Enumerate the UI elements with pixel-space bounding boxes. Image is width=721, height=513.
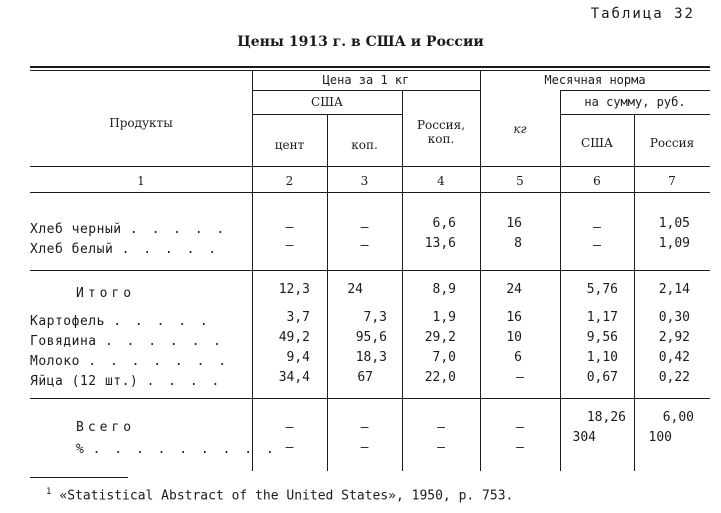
cell: —	[516, 440, 524, 455]
cell: 18,26	[586, 410, 626, 425]
table-title: Цены 1913 г. в США и России	[237, 34, 484, 50]
column-number-4: 4	[437, 174, 445, 188]
table-number-label: Таблица 32	[590, 6, 695, 22]
footnote-divider	[30, 477, 128, 478]
header-monthly-norm: Месячная норма	[544, 73, 646, 87]
row-label-subtotal: Итого	[76, 286, 136, 301]
cell: 29,2	[424, 330, 456, 345]
row-label-potatoes: Картофель . . . . .	[30, 314, 211, 329]
cell: 304	[572, 430, 596, 445]
price-table	[30, 66, 710, 471]
header-russia-kop: Россия, коп.	[416, 118, 466, 146]
cell: 5,76	[586, 282, 618, 297]
cell: —	[360, 220, 369, 235]
header-kop: коп.	[351, 138, 378, 152]
header-cent: цент	[274, 138, 305, 152]
cell: 100	[648, 430, 672, 445]
cell: 24	[506, 282, 522, 297]
cell: 1,9	[432, 310, 456, 325]
cell: —	[285, 440, 294, 455]
header-kg: кг	[513, 122, 527, 136]
cell: 1,10	[586, 350, 618, 365]
header-sum-rub: на сумму, руб.	[584, 95, 686, 109]
cell: 24	[347, 282, 363, 297]
cell: 6,6	[432, 216, 456, 231]
column-number-5: 5	[516, 174, 524, 188]
cell: 7,3	[363, 310, 387, 325]
cell: —	[285, 420, 294, 435]
cell: —	[360, 420, 369, 435]
column-number-6: 6	[593, 174, 601, 188]
cell: 6,00	[662, 410, 694, 425]
row-label-total: Всего	[76, 420, 136, 435]
cell: —	[437, 440, 445, 455]
row-label-eggs: Яйца (12 шт.) . . . .	[30, 374, 223, 389]
cell: —	[285, 238, 294, 253]
cell: —	[437, 420, 445, 435]
cell: 18,3	[355, 350, 387, 365]
cell: —	[516, 420, 524, 435]
cell: 9,56	[586, 330, 618, 345]
cell: 3,7	[286, 310, 310, 325]
cell: 22,0	[424, 370, 456, 385]
cell: —	[285, 220, 294, 235]
cell: 7,0	[432, 350, 456, 365]
row-label-beef: Говядина . . . . . .	[30, 334, 225, 349]
row-label-white-bread: Хлеб белый . . . . .	[30, 242, 220, 257]
cell: 0,22	[658, 370, 690, 385]
cell: 49,2	[278, 330, 310, 345]
cell: 1,05	[658, 216, 690, 231]
cell: 2,14	[658, 282, 690, 297]
cell: 6	[514, 350, 522, 365]
cell: 16	[506, 216, 522, 231]
footnote: $^1$ «Statistical Abstract of the United States», 1950, p. 753.	[46, 487, 514, 504]
cell: 10	[506, 330, 522, 345]
column-number-3: 3	[360, 174, 369, 188]
cell: 1,17	[586, 310, 618, 325]
column-number-2: 2	[285, 174, 294, 188]
cell: 8	[514, 236, 522, 251]
column-number-1: 1	[137, 174, 145, 188]
cell: —	[516, 370, 524, 385]
cell: 34,4	[278, 370, 310, 385]
cell: —	[360, 440, 369, 455]
cell: 13,6	[424, 236, 456, 251]
cell: —	[360, 238, 369, 253]
row-label-milk: Молоко . . . . . . .	[30, 354, 230, 369]
header-price-per-kg: Цена за 1 кг	[322, 73, 410, 87]
cell: 12,3	[278, 282, 310, 297]
header-usa: США	[311, 95, 343, 109]
cell: 0,67	[586, 370, 618, 385]
cell: —	[593, 220, 601, 235]
cell: 67	[357, 370, 373, 385]
row-label-percent: % . . . . . . . . .	[76, 442, 277, 457]
cell: 9,4	[286, 350, 310, 365]
header-russia-col: Россия	[649, 136, 695, 150]
column-number-7: 7	[668, 174, 676, 188]
cell: —	[593, 238, 601, 253]
row-label-black-bread: Хлеб черный . . . . .	[30, 222, 228, 237]
cell: 95,6	[355, 330, 387, 345]
cell: 16	[506, 310, 522, 325]
cell: 1,09	[658, 236, 690, 251]
header-usa-col: США	[581, 136, 613, 150]
cell: 2,92	[658, 330, 690, 345]
header-products: Продукты	[109, 116, 173, 130]
cell: 0,30	[658, 310, 690, 325]
cell: 0,42	[658, 350, 690, 365]
cell: 8,9	[432, 282, 456, 297]
